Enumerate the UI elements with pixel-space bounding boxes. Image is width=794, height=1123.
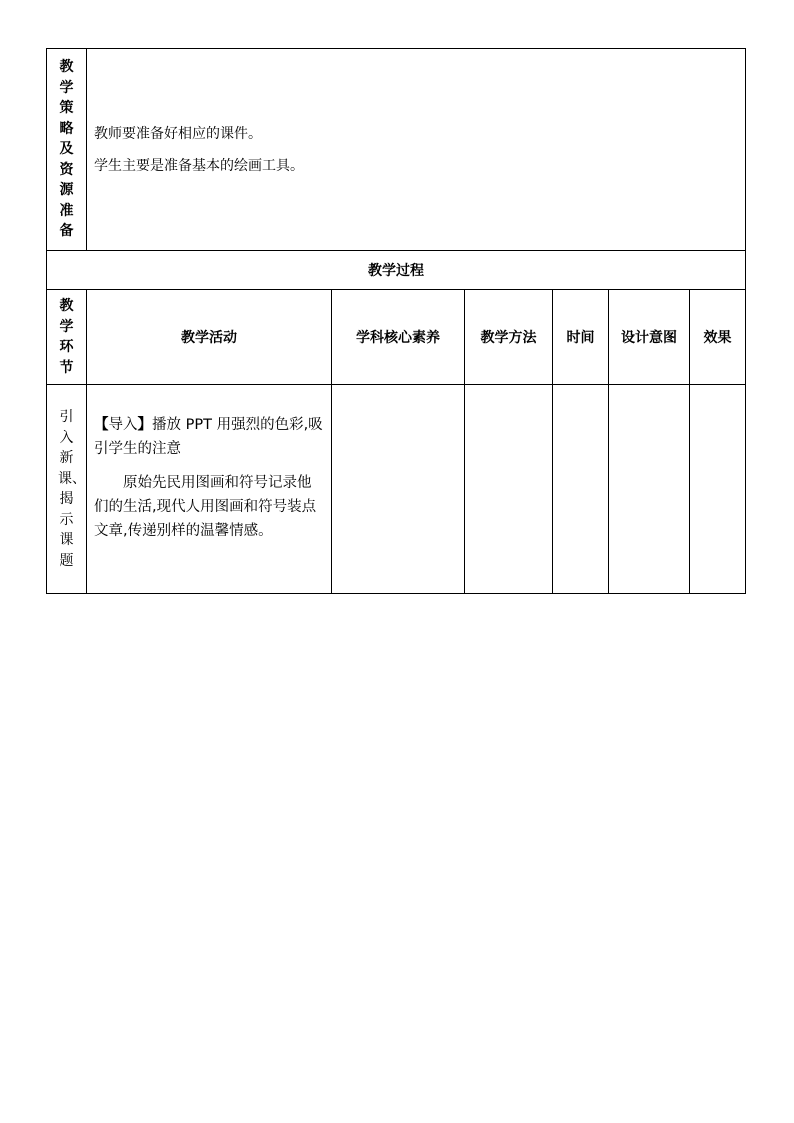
activity-tag: 导入 — [108, 417, 138, 433]
open-bracket: 【 — [94, 417, 109, 433]
column-header-row — [47, 290, 746, 385]
header-stage: 教学环节 — [47, 290, 87, 385]
strategy-label: 教学策略及资源准备 — [47, 49, 87, 251]
activity-cell — [87, 385, 332, 594]
header-method: 教学方法 — [465, 290, 553, 385]
strategy-line: 教师要准备好相应的课件。 — [94, 125, 262, 142]
activity-body: 原始先民用图画和符号记录他们的生活,现代人用图画和符号装点文章,传递别样的温馨情感。 — [94, 475, 317, 539]
method-cell — [465, 385, 553, 594]
strategy-content — [87, 49, 746, 251]
process-title: 教学过程 — [47, 251, 746, 290]
strategy-line: 学生主要是准备基本的绘画工具。 — [94, 157, 304, 174]
effect-cell — [690, 385, 746, 594]
lesson-plan-table — [46, 48, 746, 594]
intent-cell — [609, 385, 690, 594]
process-title-row — [47, 251, 746, 290]
header-activity: 教学活动 — [87, 290, 332, 385]
close-bracket: 】 — [137, 417, 152, 433]
activity-lead-text: 播放 PPT 用强烈的色彩,吸引学生的注意 — [94, 417, 323, 457]
stage-cell: 引入新课、揭示课题 — [47, 385, 87, 594]
header-intent: 设计意图 — [609, 290, 690, 385]
time-cell — [553, 385, 609, 594]
literacy-cell — [332, 385, 465, 594]
header-literacy: 学科核心素养 — [332, 290, 465, 385]
header-time: 时间 — [553, 290, 609, 385]
strategy-row — [47, 49, 746, 251]
header-effect: 效果 — [690, 290, 746, 385]
table-row — [47, 385, 746, 594]
activity-lead — [94, 413, 325, 461]
